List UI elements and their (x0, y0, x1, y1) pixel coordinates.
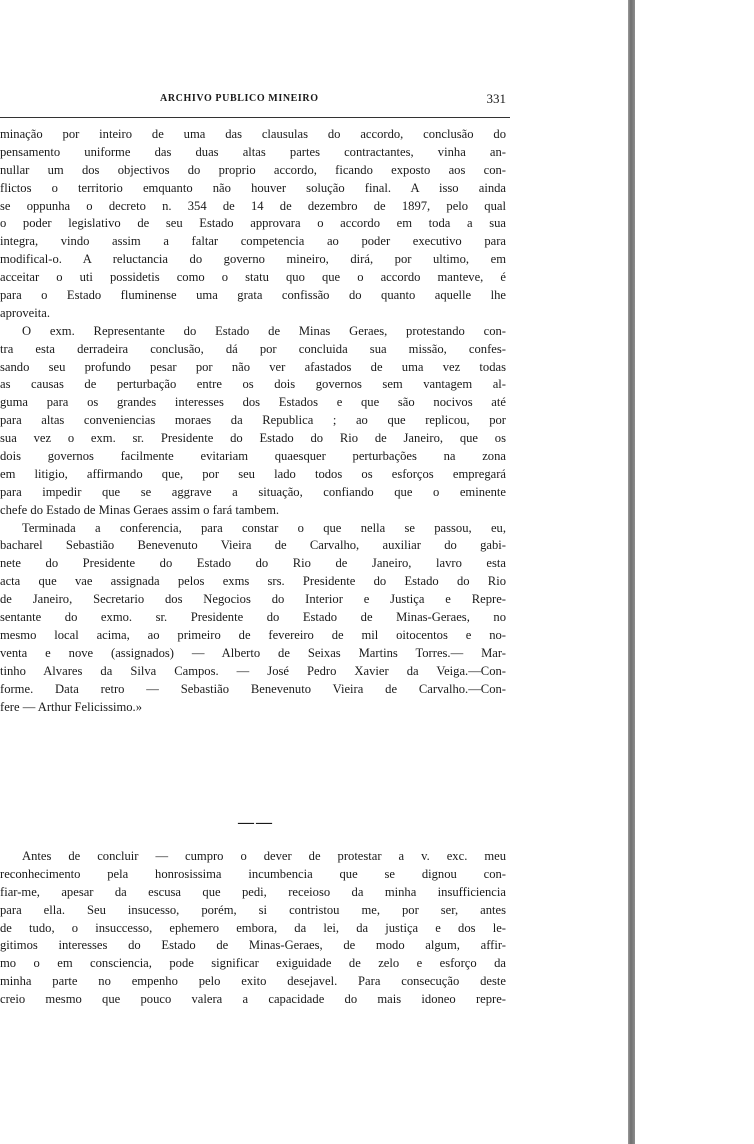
text-line: para altas conveniencias moraes da Republica ; ao que replicou, por (0, 413, 506, 428)
text-line: forme. Data retro — Sebastião Benevenuto Vieira de Carvalho.—Con- (0, 681, 506, 696)
running-header (0, 93, 510, 109)
text-line: se oppunha o decreto n. 354 de 14 de dezembro de 1897, pelo qual (0, 198, 506, 213)
text-line: para ella. Seu insucesso, porém, si contristou me, por ser, antes (0, 902, 506, 917)
body-text (0, 126, 506, 716)
text-line: as causas de perturbação entre os dois governos sem vantagem al- (0, 377, 506, 392)
section-separator: —— (238, 814, 274, 831)
text-line: nete do Presidente do Estado do Rio de Janeiro, lavro esta (0, 556, 506, 571)
text-line: fere — Arthur Felicissimo.» (0, 699, 143, 714)
text-line: para impedir que se aggrave a situação, confiando que o eminente (0, 484, 506, 499)
text-line: tinho Alvares da Silva Campos. — José Pedro Xavier da Veiga.—Con- (0, 663, 506, 678)
closing-paragraph (0, 848, 506, 1009)
text-line: Antes de concluir — cumpro o dever de protestar a v. exc. meu (22, 849, 506, 863)
text-line: nullar um dos objectivos do proprio accordo, ficando exposto aos con- (0, 162, 506, 177)
text-line: acceitar o uti possidetis como o statu quo que o accordo manteve, é (0, 270, 506, 285)
text-line: em litigio, affirmando que, por seu lado todos os esforços empregará (0, 466, 506, 481)
text-line: O exm. Representante do Estado de Minas Geraes, protestando con- (22, 323, 506, 338)
page-number: 331 (486, 91, 506, 106)
text-line: mesmo local acima, ao primeiro de fevereiro de mil oitocentos e no- (0, 627, 506, 642)
text-line: aproveita. (0, 305, 50, 320)
text-line: sando seu profundo pesar por não ver afastados de uma vez todas (0, 359, 506, 374)
book-spine-shadow (628, 0, 635, 1144)
text-line: Terminada a conferencia, para constar o que nella se passou, eu, (22, 520, 506, 535)
header-rule (0, 117, 510, 118)
text-line: tra esta derradeira conclusão, dá por concluida sua missão, confes- (0, 341, 506, 356)
text-line: dois governos facilmente evitariam quaesquer perturbações na zona (0, 449, 506, 464)
text-line: creio mesmo que pouco valera a capacidade do mais idoneo repre- (0, 992, 506, 1007)
text-line: sentante do exmo. sr. Presidente do Estado de Minas-Geraes, no (0, 610, 506, 625)
text-line: fiar-me, apesar da escusa que pedi, receioso da minha insufficiencia (0, 884, 506, 899)
text-line: modifical-o. A reluctancia do governo mineiro, dirá, por ultimo, em (0, 252, 506, 267)
text-line: guma para os grandes interesses dos Estados e que são nocivos até (0, 395, 506, 410)
text-line: gitimos interesses do Estado de Minas-Geraes, de modo algum, affir- (0, 938, 506, 953)
text-line: o poder legislativo de seu Estado approvara o accordo em toda a sua (0, 216, 506, 231)
text-line: reconhecimento pela honrosissima incumbencia que se dignou con- (0, 866, 506, 881)
text-line: bacharel Sebastião Benevenuto Vieira de Carvalho, auxiliar do gabi- (0, 538, 506, 553)
text-line: flictos o territorio emquanto não houver solução final. A isso ainda (0, 180, 506, 195)
text-line: acta que vae assignada pelos exms srs. Presidente do Estado do Rio (0, 574, 506, 589)
text-line: pensamento uniforme das duas altas partes contractantes, vinha an- (0, 144, 506, 159)
text-line: minação por inteiro de uma das clausulas do accordo, conclusão do (0, 127, 506, 141)
text-line: para o Estado fluminense uma grata confissão do quanto aquelle lhe (0, 288, 506, 303)
text-line: mo o em consciencia, pode significar exiguidade de zelo e esforço da (0, 956, 506, 971)
text-line: de tudo, o insuccesso, ephemero embora, da lei, da justiça e dos le- (0, 920, 506, 935)
text-line: minha parte no empenho pelo exito desejavel. Para consecução deste (0, 974, 506, 989)
text-line: venta e nove (assignados) — Alberto de Seixas Martins Torres.— Mar- (0, 645, 506, 660)
text-line: integra, vindo assim a faltar competencia ao poder executivo para (0, 234, 506, 249)
text-line: sua vez o exm. sr. Presidente do Estado do Rio de Janeiro, que os (0, 431, 506, 446)
header-title: ARCHIVO PUBLICO MINEIRO (160, 93, 319, 104)
text-line: chefe do Estado de Minas Geraes assim o fará tambem. (0, 502, 280, 517)
text-line: de Janeiro, Secretario dos Negocios do Interior e Justiça e Repre- (0, 592, 506, 607)
